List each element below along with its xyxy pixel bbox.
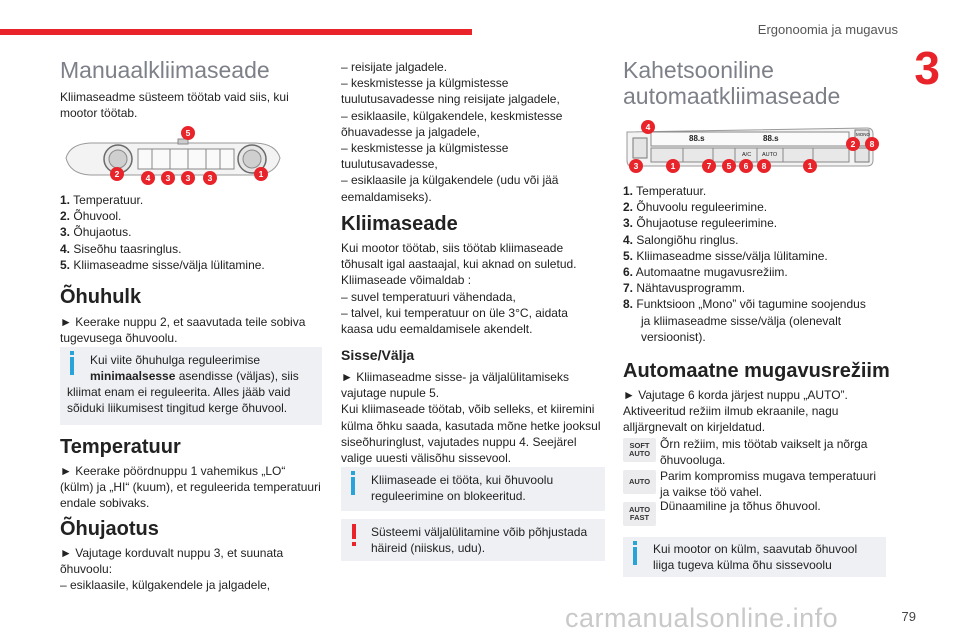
list-item: 1. Temperatuur.	[623, 184, 707, 198]
distribution-options: – reisijate jalgadele. – keskmistesse ja külgmistesse tuulutusavadesse ning reisijate jalgadele, – esiklaasile, külgakendele, keskmistesse õhuavadesse ja jalgadele, – keskmistesse ja külgmistesse tuulutusavadesse, – esiklaasile ja külgakendele (udu või jää eemaldamiseks).	[341, 60, 563, 204]
info-note-cold-engine: Kui mootor on külm, saavutab õhuvool liiga tugeva külma õhu sissevoolu	[623, 537, 886, 577]
list-item: 1. Temperatuur.	[60, 193, 144, 207]
distribution-text: ► Vajutage korduvalt nuppu 3, et suunata õhuvoolu: – esiklaasile, külgakendele ja jalgadele,	[60, 546, 284, 593]
info-icon	[633, 547, 637, 565]
auto-comfort-text: ► Vajutage 6 korda järjest nuppu „AUTO”. Aktiveeritud režiim ilmub ekraanile, nagu alljärgnevalt on kirjeldatud.	[623, 388, 848, 435]
section-title-onoff: Sisse/Välja	[341, 347, 415, 363]
list-item: 2. Õhuvool.	[60, 209, 122, 224]
header-accent-bar	[0, 29, 472, 35]
dual-zone-panel-svg	[623, 118, 883, 178]
badge-7: 7	[702, 159, 716, 173]
auto-fast-icon: AUTO FAST	[623, 502, 656, 526]
badge-8a: 8	[865, 137, 879, 151]
info-note-airflow: Kui viite õhuhulga reguleerimise minimaalsesse asendisse (väljas), siis kliimat enam ei reguleerita. Alles jääb vaid sõiduki liikumisest tingitud kerge õhuvool.	[60, 347, 322, 425]
list-item: 7. Nähtavusprogramm.	[623, 281, 746, 296]
list-item: 4. Salongiõhu ringlus.	[623, 232, 739, 247]
badge-2: 2	[846, 137, 860, 151]
badge-5: 5	[181, 126, 195, 140]
comfort-modes	[623, 436, 893, 536]
page-number: 79	[901, 609, 916, 624]
info-icon	[70, 357, 74, 375]
list-item: 5. Kliimaseadme sisse/välja lülitamine.	[623, 248, 828, 263]
section-title-auto-comfort: Automaatne mugavusrežiim	[623, 360, 890, 382]
watermark: carmanualsonline.info	[565, 603, 839, 633]
section-title-airflow: Õhuhulk	[60, 286, 142, 308]
onoff-text: ► Kliimaseadme sisse- ja väljalülitamiseks vajutage nupule 5. Kui kliimaseade töötab, võib selleks, et kiiremini külma õhku saada, kasutada mõne hetke jooksul siseõhuringlust, vajutades nuppu 4. Seejärel valige uuesti välisõhu sissevool.	[341, 370, 601, 466]
warning-icon	[352, 524, 356, 539]
section-title-temperature: Temperatuur	[60, 436, 181, 458]
badge-3c: 3	[203, 171, 217, 185]
section-title-ac: Kliimaseade	[341, 213, 458, 235]
badge-3b: 3	[181, 171, 195, 185]
mode-auto-text: Parim kompromiss mugava temperatuuri ja vaikse töö vahel.	[660, 469, 877, 500]
warning-note-ac: Süsteemi väljalülitamine võib põhjustada häireid (niiskus, udu).	[341, 519, 605, 561]
mode-soft-text: Õrn režiim, mis töötab vaikselt ja nõrga õhuvooluga.	[660, 437, 868, 468]
chapter-title: Ergonoomia ja mugavus	[757, 22, 898, 37]
list-item: 2. Õhuvoolu reguleerimine.	[623, 200, 768, 215]
info-icon-dot	[633, 541, 637, 545]
badge-3: 3	[629, 159, 643, 173]
list-item: 8. Funktsioon „Mono” või tagumine soojendus	[623, 297, 866, 312]
badge-1b: 1	[803, 159, 817, 173]
info-icon-dot	[70, 351, 74, 355]
list-item: 3. Õhujaotus.	[60, 225, 132, 240]
manual-ac-panel-diagram	[60, 130, 286, 186]
badge-4: 4	[641, 120, 655, 134]
badge-5: 5	[722, 159, 736, 173]
info-icon-dot	[351, 471, 355, 475]
airflow-text: ► Keerake nuppu 2, et saavutada teile sobiva tugevusega õhuvoolu.	[60, 315, 306, 346]
badge-4: 4	[141, 171, 155, 185]
list-item: 3. Õhujaotuse reguleerimine.	[623, 216, 778, 231]
badge-1a: 1	[666, 159, 680, 173]
mode-fast-text: Dünaamiline ja tõhus õhuvool.	[660, 499, 821, 513]
auto-icon: AUTO	[623, 470, 656, 494]
section-title-distribution: Õhujaotus	[60, 518, 159, 540]
list-item: 6. Automaatne mugavusrežiim.	[623, 265, 788, 280]
section-title-dual-zone: Kahetsooniline automaatkliimaseade	[623, 57, 841, 109]
chapter-number: 3	[914, 42, 940, 94]
info-icon	[351, 477, 355, 495]
temperature-text: ► Keerake pöördnuppu 1 vahemikus „LO“ (külm) ja „HI“ (kuum), et reguleerida temperatuuri endale sobivaks.	[60, 464, 321, 511]
badge-8b: 8	[757, 159, 771, 173]
list-item: 4. Siseõhu taasringlus.	[60, 241, 182, 256]
soft-auto-icon: SOFT AUTO	[623, 438, 656, 462]
badge-1: 1	[254, 167, 268, 181]
ac-text: Kui mootor töötab, siis töötab kliimaseade tõhusalt igal aastaajal, kui aknad on suletud. Kliimaseade võimaldab : – suvel temperatuuri vähendada, – talvel, kui temperatuur on üle 3°C, aidata kaasa udu eemaldamisele akendelt.	[341, 241, 577, 337]
manual-intro: Kliimaseadme süsteem töötab vaid siis, kui mootor töötab.	[60, 90, 289, 121]
badge-6: 6	[739, 159, 753, 173]
dual-zone-controls-list: 1. Temperatuur. 2. Õhuvoolu reguleerimine. 3. Õhujaotuse reguleerimine. 4. Salongiõhu ringlus. 5. Kliimaseadme sisse/välja lülitamine. 6. Automaatne mugavusrežiim. 7. Nähtavusprogramm. 8. Funktsioon „Mono” või tagumine soojendus ja kliimaseadme sisse/välja (olenevalt versioonist).	[623, 184, 866, 344]
badge-2: 2	[110, 167, 124, 181]
list-item: 5. Kliimaseadme sisse/välja lülitamine.	[60, 257, 265, 272]
info-note-ac: Kliimaseade ei tööta, kui õhuvoolu reguleerimine on blokeeritud.	[341, 467, 605, 511]
badge-3a: 3	[161, 171, 175, 185]
section-title-manual: Manuaalkliimaseade	[60, 57, 270, 83]
manual-controls-list	[60, 192, 265, 273]
dual-zone-panel-diagram: 88.s 88.s A/C AUTO MONO 4 2 8 3 1 7 5 6 8 1	[623, 118, 883, 178]
warning-icon-dot	[352, 542, 356, 546]
